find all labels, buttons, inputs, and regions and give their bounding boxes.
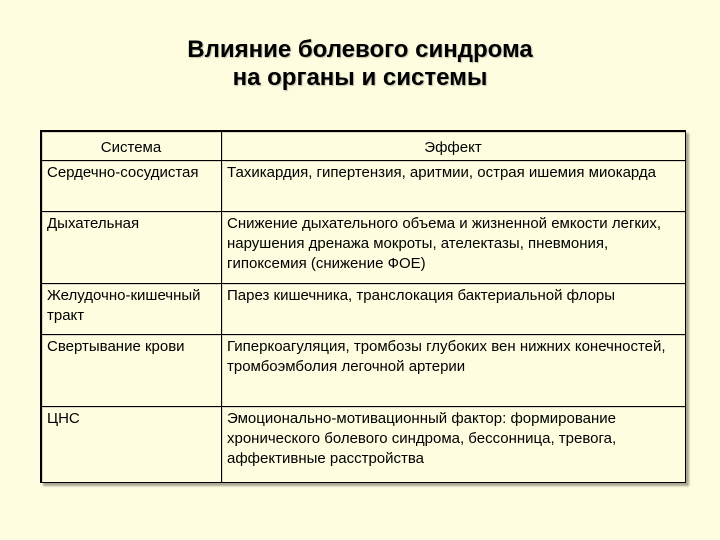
cell-effect: Тахикардия, гипертензия, аритмии, острая ишемия миокарда: [222, 161, 686, 212]
cell-effect: Гиперкоагуляция, тромбозы глубоких вен нижних конечностей, тромбоэмболия легочной артерии: [222, 335, 686, 407]
slide-title-line-2: на органы и системы: [232, 64, 488, 91]
table-row: [42, 407, 686, 483]
cell-effect: Парез кишечника, транслокация бактериальной флоры: [222, 284, 686, 335]
header-effect: Эффект: [222, 132, 686, 161]
cell-system: Свертывание крови: [42, 335, 222, 407]
table-row: [42, 161, 686, 212]
cell-effect: Снижение дыхательного объема и жизненной емкости легких, нарушения дренажа мокроты, ателектазы, пневмония, гипоксемия (снижение ФОЕ): [222, 212, 686, 284]
header-system: Система: [42, 132, 222, 161]
effects-table: [41, 131, 686, 483]
table-header-row: [42, 132, 686, 161]
cell-effect: Эмоционально-мотивационный фактор: формирование хронического болевого синдрома, бессонница, тревога, аффективные расстройства: [222, 407, 686, 483]
slide-title: [0, 36, 720, 92]
slide-title-line-1: Влияние болевого синдрома: [187, 36, 533, 63]
table-row: [42, 335, 686, 407]
cell-system: Сердечно-сосудистая: [42, 161, 222, 212]
table-row: [42, 212, 686, 284]
table-row: [42, 284, 686, 335]
cell-system: Желудочно-кишечный тракт: [42, 284, 222, 335]
cell-system: Дыхательная: [42, 212, 222, 284]
cell-system: ЦНС: [42, 407, 222, 483]
